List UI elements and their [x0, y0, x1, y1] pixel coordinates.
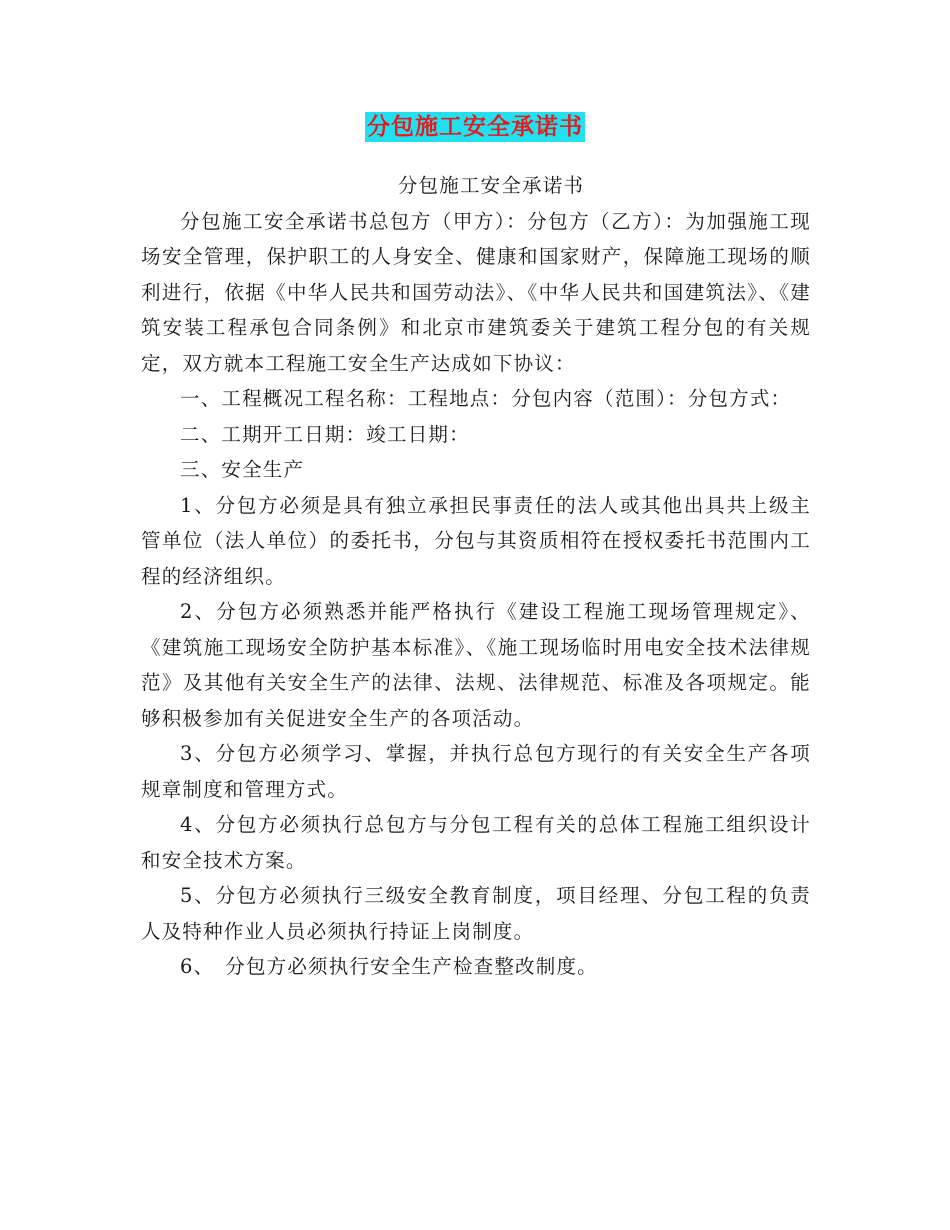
paragraph-item-3: 3、分包方必须学习、掌握，并执行总包方现行的有关安全生产各项规章制度和管理方式。: [141, 742, 811, 801]
paragraph-item-2: 2、分包方必须熟悉并能严格执行《建设工程施工现场管理规定》、《建筑施工现场安全防护基本标准》、《施工现场临时用电安全技术法律规范》及其他有关安全生产的法律、法规、法律规范、标准及各项规定。能够积极参加有关促进安全生产的各项活动。: [141, 600, 811, 730]
paragraph-item-6: 6、 分包方必须执行安全生产检查整改制度。: [180, 955, 598, 978]
page-title: 分包施工安全承诺书: [367, 114, 583, 140]
paragraph-safety-heading: 三、安全生产: [180, 458, 305, 481]
paragraph-item-1: 1、分包方必须是具有独立承担民事责任的法人或其他出具共上级主管单位（法人单位）的委托书，分包与其资质相符在授权委托书范围内工程的经济组织。: [141, 493, 811, 588]
document-body: [141, 168, 811, 985]
document-subtitle: 分包施工安全承诺书: [397, 174, 585, 197]
paragraph-schedule: 二、工期开工日期：竣工日期：: [180, 422, 470, 446]
paragraph-project-overview: 一、工程概况工程名称：工程地点：分包内容（范围）：分包方式：: [180, 387, 792, 410]
paragraph-intro: 分包施工安全承诺书总包方（甲方）：分包方（乙方）：为加强施工现场安全管理，保护职工的人身安全、健康和国家财产，保障施工现场的顺利进行，依据《中华人民共和国劳动法》、《中华人民共和国建筑法》、《建筑安装工程承包合同条例》和北京市建筑委关于建筑工程分包的有关规定，双方就本工程施工安全生产达成如下协议：: [141, 209, 811, 375]
title-container: [0, 112, 950, 142]
paragraph-item-4: 4、分包方必须执行总包方与分包工程有关的总体工程施工组织设计和安全技术方案。: [141, 813, 811, 872]
paragraph-item-5: 5、分包方必须执行三级安全教育制度，项目经理、分包工程的负责人及特种作业人员必须执行持证上岗制度。: [141, 884, 811, 943]
